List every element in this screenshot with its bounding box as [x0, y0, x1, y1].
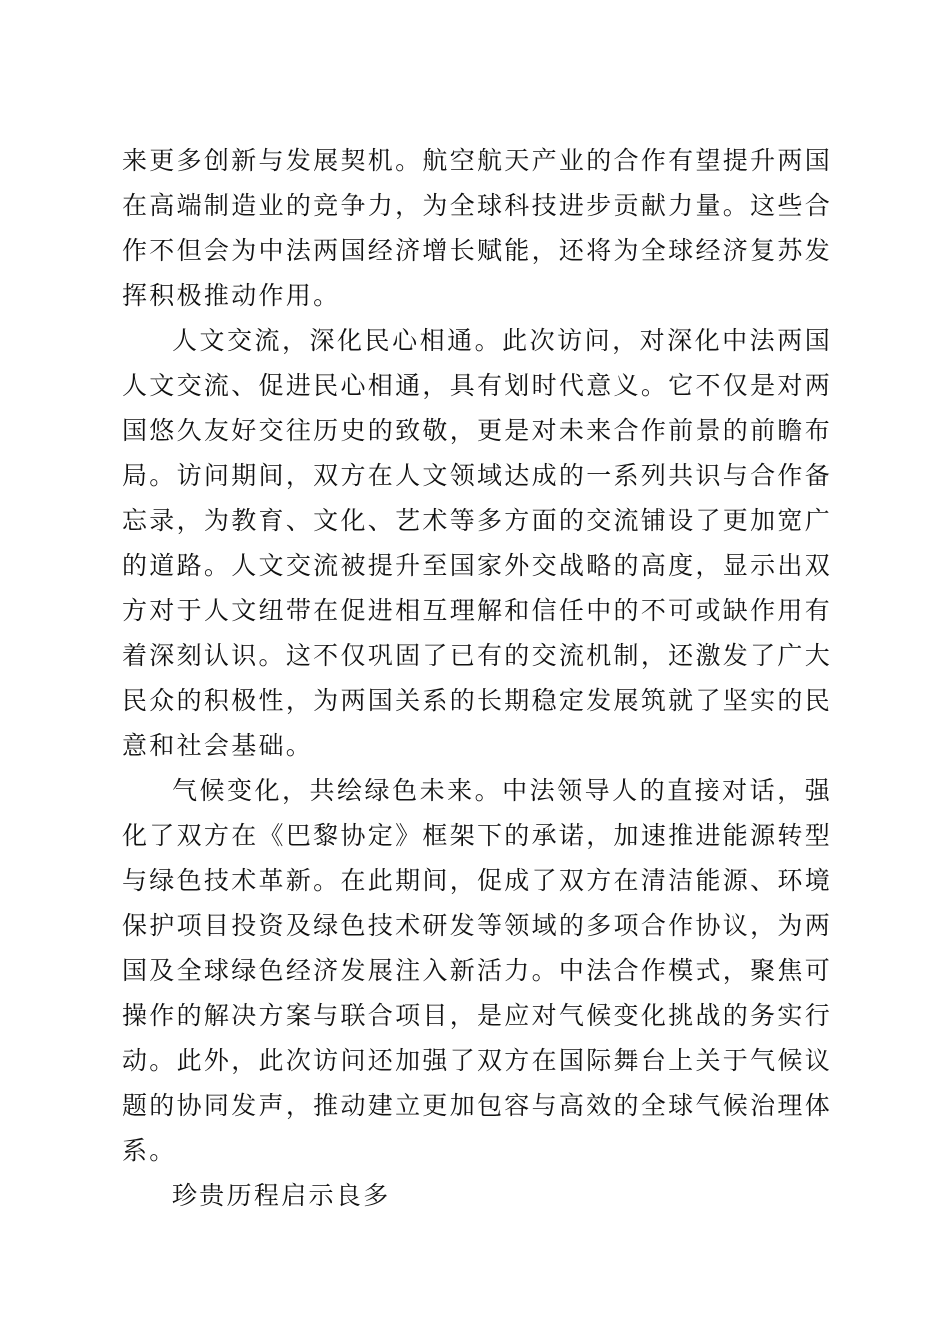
paragraph-climate-change: 气候变化，共绘绿色未来。中法领导人的直接对话，强化了双方在《巴黎协定》框架下的承诺，加速推进能源转型与绿色技术革新。在此期间，促成了双方在清洁能源、环境保护项目投资及绿色技术研发等领域的多项合作协议，为两国及全球绿色经济发展注入新活力。中法合作模式，聚焦可操作的解决方案与联合项目，是应对气候变化挑战的务实行动。此外，此次访问还加强了双方在国际舞台上关于气候议题的协同发声，推动建立更加包容与高效的全球气候治理体系。 [122, 776, 832, 1165]
document-body [122, 138, 832, 1218]
paragraph-cultural-exchange: 人文交流，深化民心相通。此次访问，对深化中法两国人文交流、促进民心相通，具有划时代意义。它不仅是对两国悠久友好交往历史的致敬，更是对未来合作前景的前瞻布局。访问期间，双方在人文领域达成的一系列共识与合作备忘录，为教育、文化、艺术等多方面的交流铺设了更加宽广的道路。人文交流被提升至国家外交战略的高度，显示出双方对于人文纽带在促进相互理解和信任中的不可或缺作用有着深刻认识。这不仅巩固了已有的交流机制，还激发了广大民众的积极性，为两国关系的长期稳定发展筑就了坚实的民意和社会基础。 [122, 326, 832, 760]
paragraph-continuation: 来更多创新与发展契机。航空航天产业的合作有望提升两国在高端制造业的竞争力，为全球科技进步贡献力量。这些合作不但会为中法两国经济增长赋能，还将为全球经济复苏发挥积极推动作用。 [122, 146, 832, 310]
section-heading: 珍贵历程启示良多 [172, 1181, 391, 1210]
